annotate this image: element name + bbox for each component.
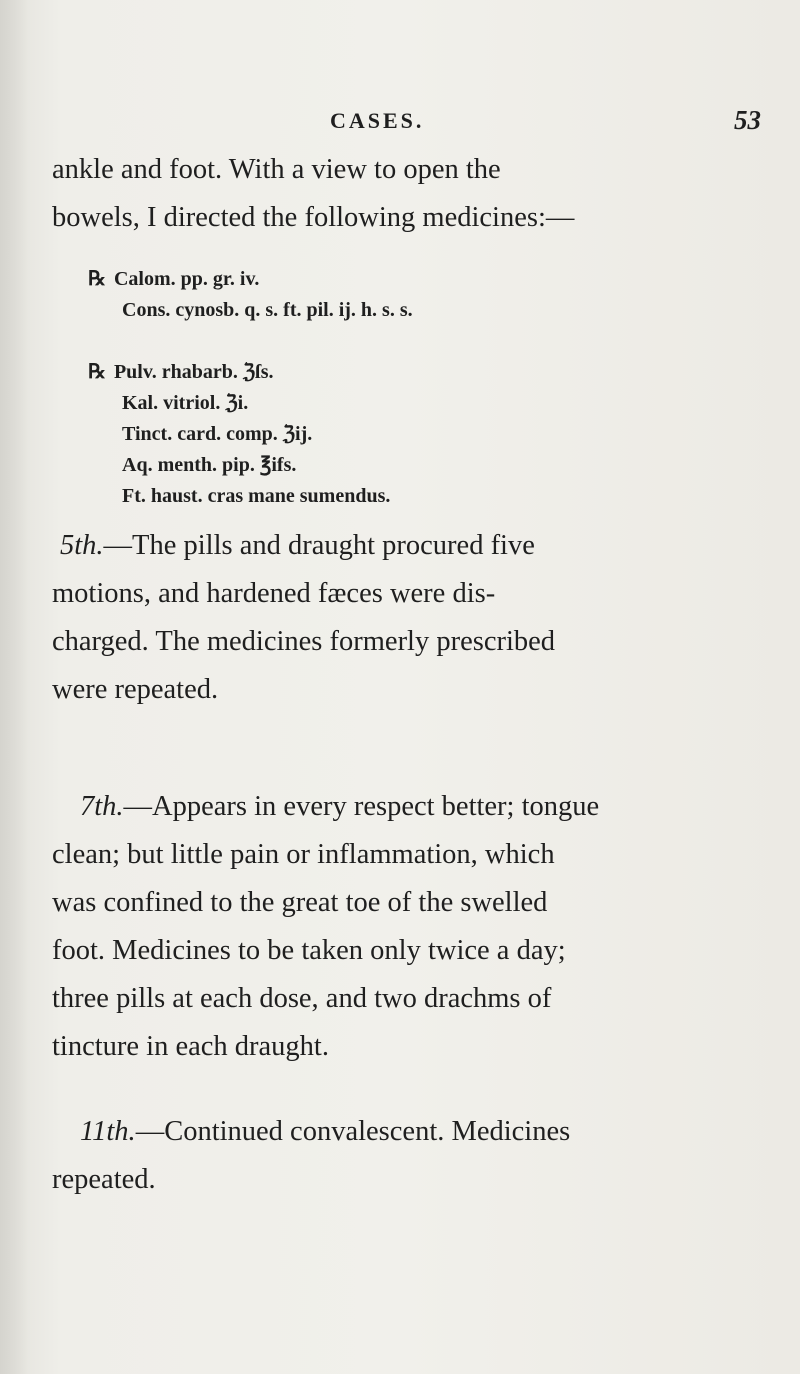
prescription-1-line-2: Cons. cynosb. q. s. ft. pil. ij. h. s. s. (122, 299, 413, 321)
entry-7th (52, 783, 772, 1071)
prescription-2-line-1: ℞ Pulv. rhabarb. ℨſs. (88, 361, 274, 383)
page-number: 53 (734, 105, 761, 135)
prescription-2 (88, 357, 390, 512)
prescription-1 (88, 264, 413, 326)
entry-date: 7th. (80, 791, 124, 822)
entry-7th-line-1: 7th.—Appears in every respect better; tongue (80, 791, 600, 822)
entry-date: 5th. (60, 530, 104, 561)
recipe-symbol-icon: ℞ (88, 361, 106, 383)
entry-11th-line-1: 11th.—Continued convalescent. Medicines (80, 1116, 571, 1147)
opening-line-1: ankle and foot. With a view to open the (52, 154, 501, 185)
prescription-1-line-1: ℞ Calom. pp. gr. iv. (88, 268, 260, 290)
running-head (0, 105, 800, 148)
entry-5th (52, 522, 772, 714)
running-title: CASES. (330, 108, 425, 133)
entry-5th-line-4: were repeated. (52, 674, 219, 705)
entry-7th-line-3: was confined to the great toe of the swelled (52, 887, 548, 918)
entry-date: 11th. (80, 1116, 136, 1147)
entry-5th-line-1: 5th.—The pills and draught procured five (60, 530, 535, 561)
entry-11th-line-2: repeated. (52, 1164, 156, 1195)
recipe-symbol-icon: ℞ (88, 268, 106, 290)
opening-line-2: bowels, I directed the following medicines:— (52, 202, 575, 233)
gutter-shadow (0, 0, 28, 1374)
entry-7th-line-5: three pills at each dose, and two drachms of (52, 983, 552, 1014)
entry-7th-line-2: clean; but little pain or inflammation, which (52, 839, 555, 870)
entry-5th-line-2: motions, and hardened fæces were dis- (52, 578, 496, 609)
entry-7th-line-6: tincture in each draught. (52, 1031, 329, 1062)
prescription-2-line-2: Kal. vitriol. ℨi. (122, 392, 249, 414)
prescription-2-line-5: Ft. haust. cras mane sumendus. (122, 485, 391, 507)
prescription-2-line-3: Tinct. card. comp. ℨij. (122, 423, 313, 445)
entry-5th-line-3: charged. The medicines formerly prescribed (52, 626, 556, 657)
prescription-2-line-4: Aq. menth. pip. ℥ifs. (122, 454, 297, 476)
entry-7th-line-4: foot. Medicines to be taken only twice a day; (52, 935, 566, 966)
opening-paragraph (52, 146, 772, 242)
entry-11th (52, 1108, 772, 1204)
